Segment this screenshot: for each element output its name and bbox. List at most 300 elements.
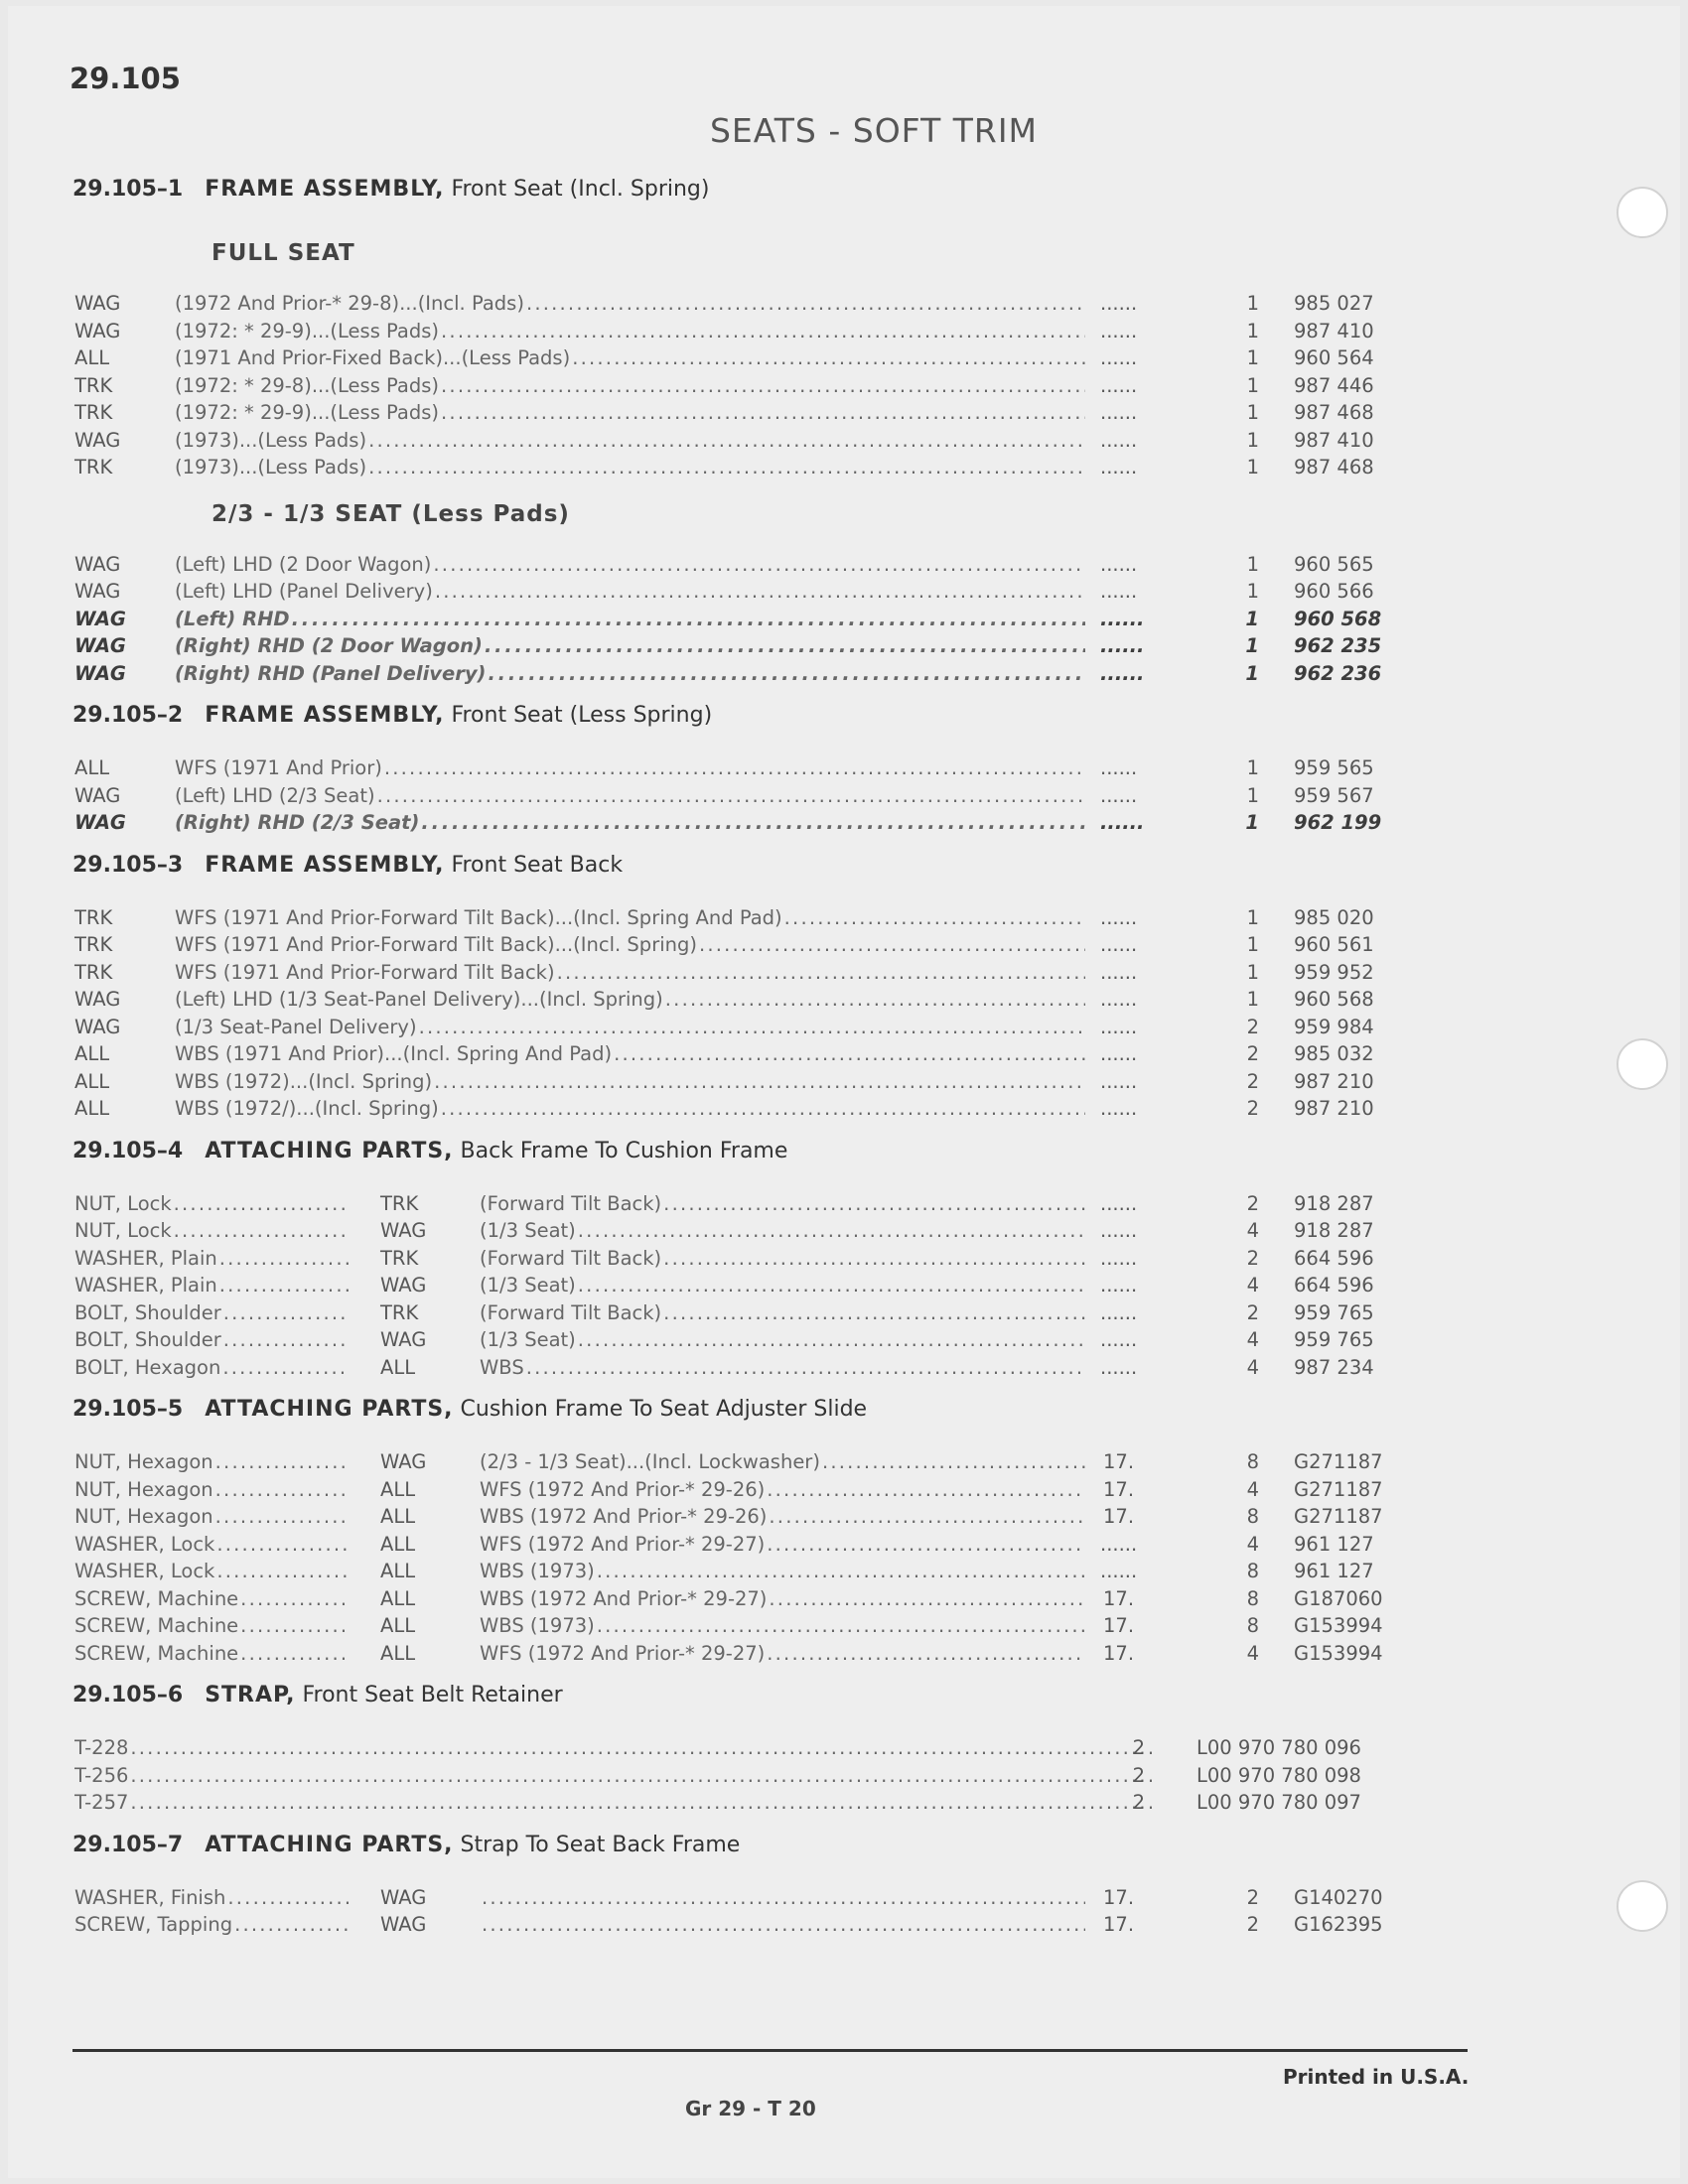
- part-number: 962 236: [1294, 661, 1382, 685]
- quantity: 1: [1246, 960, 1259, 984]
- application-code: WAG: [380, 1274, 427, 1297]
- section-heading: [72, 1833, 740, 1857]
- note: 17.: [1103, 1450, 1135, 1473]
- table-row: [72, 1217, 1403, 1245]
- section-number: 29.105–1: [72, 177, 184, 202]
- note: ......: [1100, 1219, 1138, 1242]
- subsection-title: FULL SEAT: [211, 240, 355, 266]
- quantity: 1: [1246, 933, 1259, 956]
- description-leader: [480, 1192, 1085, 1214]
- table-row: [72, 454, 1403, 481]
- description-leader: [175, 988, 1085, 1010]
- note: ......: [1100, 373, 1138, 397]
- note: ......: [1100, 580, 1138, 603]
- description: WFS (1971 And Prior-Forward Tilt Back)...(Incl. Spring): [175, 933, 697, 955]
- application-code: ALL: [74, 1069, 110, 1093]
- part-number: 987 468: [1294, 456, 1374, 478]
- description-leader: [480, 1219, 1085, 1241]
- part-name-leader: [74, 1247, 349, 1269]
- application-code: ALL: [380, 1477, 416, 1501]
- note: ......: [1100, 1246, 1138, 1270]
- application-code: WAG: [74, 988, 121, 1011]
- application-code: TRK: [74, 456, 113, 478]
- note: ......: [1100, 811, 1145, 834]
- part-name-leader: [74, 1274, 349, 1296]
- description: (1/3 Seat): [480, 1274, 576, 1296]
- part-name: NUT, Hexagon: [74, 1450, 213, 1472]
- part-name-leader: [74, 1614, 349, 1636]
- quantity: 4: [1246, 1477, 1259, 1501]
- description: WBS (1973): [480, 1614, 595, 1636]
- description: WBS: [480, 1355, 524, 1378]
- description: (Forward Tilt Back): [480, 1300, 662, 1323]
- description: (1/3 Seat-Panel Delivery): [175, 1015, 417, 1037]
- description: WBS (1972)...(Incl. Spring): [175, 1069, 433, 1092]
- application-code: ALL: [380, 1586, 416, 1610]
- quantity: 1: [1245, 811, 1259, 834]
- quantity: 8: [1246, 1505, 1259, 1528]
- subsection-header: [72, 228, 1403, 290]
- description-leader: [480, 1614, 1085, 1636]
- description: WFS (1972 And Prior-* 29-27): [480, 1532, 766, 1555]
- table-row: [72, 1884, 1403, 1912]
- part-number: 959 984: [1294, 1015, 1374, 1038]
- part-number: G271187: [1294, 1477, 1383, 1501]
- page-title: SEATS - SOFT TRIM: [709, 111, 1039, 150]
- description-leader: [175, 320, 1085, 341]
- section-header: [72, 1389, 1403, 1448]
- application-code: WAG: [380, 1885, 427, 1909]
- table-row: [72, 1558, 1403, 1585]
- note: ......: [1100, 960, 1138, 984]
- description: (1972: * 29-8)...(Less Pads): [175, 373, 440, 396]
- part-number: 987 234: [1294, 1355, 1374, 1379]
- section-heading: [72, 1683, 563, 1707]
- quantity: 8: [1246, 1560, 1259, 1582]
- description-leader: [175, 292, 1085, 314]
- note: ......: [1100, 1300, 1138, 1324]
- quantity: 1: [1246, 756, 1259, 779]
- section-number: 29.105–3: [72, 852, 184, 878]
- part-name: WASHER, Lock: [74, 1560, 215, 1581]
- note: ......: [1100, 607, 1145, 630]
- section-description: Back Frame To Cushion Frame: [460, 1138, 788, 1163]
- part-number: 959 765: [1294, 1328, 1374, 1351]
- description-leader: [480, 1642, 1085, 1664]
- application-code: WAG: [380, 1450, 427, 1473]
- quantity: 2: [1132, 1791, 1145, 1814]
- description-leader: [175, 933, 1085, 955]
- parts-rows: [72, 1884, 1403, 1939]
- section-name: FRAME ASSEMBLY,: [205, 177, 445, 202]
- description-leader: [480, 1886, 1085, 1908]
- application-code: ALL: [380, 1355, 416, 1379]
- note: ......: [1100, 756, 1138, 779]
- quantity: 2: [1246, 1191, 1259, 1215]
- part-name-leader: [74, 1505, 349, 1527]
- table-row: [72, 1585, 1403, 1613]
- application-code: WAG: [380, 1328, 427, 1351]
- binder-hole: [1617, 1038, 1668, 1090]
- quantity: 2: [1246, 1300, 1259, 1324]
- part-number: G140270: [1294, 1885, 1383, 1909]
- table-row: [72, 1762, 1403, 1790]
- part-number: 664 596: [1294, 1274, 1374, 1297]
- description: (1973)...(Less Pads): [175, 456, 367, 478]
- section-heading: [72, 703, 712, 728]
- table-row: [72, 809, 1403, 837]
- description: (Left) LHD (Panel Delivery): [175, 580, 433, 602]
- description-leader: [175, 1097, 1085, 1119]
- binder-hole: [1617, 187, 1668, 238]
- table-row: [72, 782, 1403, 810]
- note: ......: [1100, 1560, 1138, 1582]
- quantity: 1: [1246, 428, 1259, 452]
- note: ......: [1100, 1097, 1138, 1120]
- table-row: [72, 1190, 1403, 1218]
- table-row: [72, 372, 1403, 400]
- group-page-reference: Gr 29 - T 20: [685, 2097, 816, 2120]
- description-leader: [480, 1247, 1085, 1269]
- application-code: TRK: [74, 960, 113, 984]
- description-leader: [175, 608, 1085, 629]
- part-number: 918 287: [1294, 1219, 1374, 1242]
- part-name: WASHER, Finish: [74, 1885, 226, 1908]
- description: WBS (1972 And Prior-* 29-27): [480, 1586, 768, 1609]
- part-number: 987 410: [1294, 319, 1374, 342]
- printed-in-label: Printed in U.S.A.: [1283, 2065, 1470, 2089]
- note: ......: [1100, 634, 1145, 657]
- section-number: 29.105–4: [72, 1138, 184, 1163]
- section-number: 29.105–7: [72, 1832, 184, 1857]
- description-leader: [480, 1450, 1085, 1472]
- application-code: WAG: [74, 783, 121, 807]
- section-heading: [72, 177, 709, 202]
- part-name: SCREW, Tapping: [74, 1913, 233, 1935]
- application-code: WAG: [74, 552, 121, 576]
- quantity: 2: [1132, 1736, 1145, 1759]
- description: (1/3 Seat): [480, 1328, 576, 1350]
- part-number: 961 127: [1294, 1560, 1374, 1582]
- description-leader: [175, 784, 1085, 806]
- section-name: FRAME ASSEMBLY,: [205, 852, 445, 878]
- note: ......: [1100, 1015, 1138, 1038]
- part-name: NUT, Lock: [74, 1191, 172, 1214]
- application-code: TRK: [380, 1246, 419, 1270]
- part-number: 960 566: [1294, 580, 1374, 603]
- description-leader: [175, 456, 1085, 478]
- description-leader: [175, 374, 1085, 396]
- quantity: 2: [1246, 1042, 1259, 1065]
- application-code: WAG: [74, 319, 121, 342]
- quantity: 4: [1246, 1219, 1259, 1242]
- part-name-leader: [74, 1192, 349, 1214]
- part-name: WASHER, Plain: [74, 1246, 217, 1269]
- table-row: [72, 754, 1403, 782]
- quantity: 1: [1246, 988, 1259, 1011]
- section-header: [72, 845, 1403, 904]
- table-row: [72, 1040, 1403, 1068]
- part-number: 962 235: [1294, 634, 1382, 657]
- application-code: ALL: [74, 346, 110, 369]
- note: ......: [1100, 905, 1138, 929]
- part-name-leader: [74, 1587, 349, 1609]
- description-leader: [480, 1587, 1085, 1609]
- description: (2/3 - 1/3 Seat)...(Incl. Lockwasher): [480, 1450, 820, 1472]
- table-row: [72, 1095, 1403, 1123]
- parts-rows: [72, 1734, 1403, 1817]
- description: (1972 And Prior-* 29-8)...(Incl. Pads): [175, 292, 524, 314]
- table-row: [72, 1299, 1403, 1327]
- description: (1973)...(Less Pads): [175, 428, 367, 451]
- quantity: 1: [1246, 319, 1259, 342]
- part-name-leader: [74, 1642, 349, 1664]
- application-code: TRK: [380, 1191, 419, 1215]
- note: 17.: [1103, 1586, 1135, 1610]
- note: 17.: [1103, 1885, 1135, 1909]
- application-code: WAG: [74, 1015, 121, 1038]
- table-row: [72, 1503, 1403, 1531]
- description-leader: [480, 1533, 1085, 1555]
- note: ......: [1100, 1532, 1138, 1556]
- quantity: 1: [1246, 373, 1259, 397]
- quantity: 1: [1246, 346, 1259, 369]
- part-name: SCREW, Machine: [74, 1641, 239, 1664]
- quantity: 1: [1245, 607, 1259, 630]
- table-row: [72, 399, 1403, 427]
- quantity: 2: [1246, 1246, 1259, 1270]
- subsection-header: [72, 489, 1403, 551]
- part-name: WASHER, Plain: [74, 1274, 217, 1296]
- section-name: ATTACHING PARTS,: [205, 1138, 454, 1163]
- table-row: [72, 1734, 1403, 1762]
- part-number: G271187: [1294, 1505, 1383, 1528]
- section-description: Front Seat (Incl. Spring): [451, 177, 710, 202]
- description-leader: [480, 1356, 1085, 1378]
- note: 17.: [1103, 1505, 1135, 1528]
- part-number: L00 970 780 098: [1196, 1763, 1361, 1787]
- description: WBS (1972/)...(Incl. Spring): [175, 1097, 439, 1119]
- note: ......: [1100, 1069, 1138, 1093]
- strap-code: T-256: [74, 1763, 129, 1786]
- description: WBS (1973): [480, 1560, 595, 1581]
- part-number: 985 020: [1294, 905, 1374, 929]
- application-code: WAG: [74, 634, 126, 657]
- quantity: 8: [1246, 1450, 1259, 1473]
- description-leader: [175, 634, 1085, 656]
- table-row: [72, 578, 1403, 606]
- table-row: [72, 660, 1403, 688]
- quantity: 2: [1246, 1097, 1259, 1120]
- application-code: ALL: [74, 1097, 110, 1120]
- note: ......: [1100, 1191, 1138, 1215]
- section-header: [72, 169, 1403, 228]
- description-leader: [175, 1070, 1085, 1092]
- table-row: [72, 427, 1403, 455]
- parts-rows: [72, 290, 1403, 481]
- quantity: 2: [1132, 1763, 1145, 1787]
- table-row: [72, 1476, 1403, 1504]
- section-name: STRAP,: [205, 1683, 296, 1707]
- description: (Right) RHD (2 Door Wagon): [175, 634, 483, 656]
- quantity: 4: [1246, 1355, 1259, 1379]
- quantity: 2: [1246, 1069, 1259, 1093]
- description-leader: [175, 346, 1085, 368]
- section-heading: [72, 853, 623, 878]
- part-name: NUT, Hexagon: [74, 1477, 213, 1500]
- part-number: G153994: [1294, 1614, 1383, 1637]
- description: WBS (1971 And Prior)...(Incl. Spring And Pad): [175, 1042, 613, 1064]
- quantity: 4: [1246, 1532, 1259, 1556]
- table-row: [72, 1612, 1403, 1640]
- quantity: 1: [1245, 634, 1259, 657]
- part-number: G162395: [1294, 1913, 1383, 1936]
- note: ......: [1100, 1042, 1138, 1065]
- description: (Forward Tilt Back): [480, 1191, 662, 1214]
- table-row: [72, 1448, 1403, 1476]
- part-number: 960 568: [1294, 607, 1382, 630]
- part-name: BOLT, Hexagon: [74, 1355, 221, 1378]
- table-row: [72, 1789, 1403, 1817]
- part-name: BOLT, Shoulder: [74, 1328, 221, 1350]
- strap-code: T-228: [74, 1736, 129, 1758]
- description: [480, 1913, 482, 1935]
- application-code: WAG: [74, 661, 126, 685]
- quantity: 4: [1246, 1641, 1259, 1665]
- part-name-leader: [74, 1913, 349, 1935]
- strap-leader: [74, 1736, 1157, 1758]
- table-row: [72, 1911, 1403, 1939]
- part-name-leader: [74, 1560, 349, 1581]
- part-number: 987 210: [1294, 1069, 1374, 1093]
- table-row: [72, 931, 1403, 959]
- part-number: 987 410: [1294, 428, 1374, 452]
- description-leader: [175, 429, 1085, 451]
- description: (Left) RHD: [175, 607, 290, 629]
- parts-rows: [72, 904, 1403, 1123]
- application-code: WAG: [74, 580, 121, 603]
- section-name: ATTACHING PARTS,: [205, 1832, 454, 1857]
- part-number: 985 032: [1294, 1042, 1374, 1065]
- part-name: SCREW, Machine: [74, 1586, 239, 1609]
- binder-hole: [1617, 1880, 1668, 1932]
- part-name: NUT, Lock: [74, 1219, 172, 1241]
- page-number: 29.105: [70, 62, 181, 95]
- table-row: [72, 318, 1403, 345]
- quantity: 2: [1246, 1885, 1259, 1909]
- application-code: ALL: [380, 1505, 416, 1528]
- parts-rows: [72, 551, 1403, 688]
- note: ......: [1100, 1274, 1138, 1297]
- part-number: 960 565: [1294, 552, 1374, 576]
- table-row: [72, 1354, 1403, 1382]
- description: (1972: * 29-9)...(Less Pads): [175, 401, 440, 423]
- application-code: ALL: [74, 756, 110, 779]
- quantity: 2: [1246, 1913, 1259, 1936]
- part-name: WASHER, Lock: [74, 1532, 215, 1555]
- description: WFS (1972 And Prior-* 29-27): [480, 1641, 766, 1664]
- description-leader: [175, 811, 1085, 833]
- section-header: [72, 1825, 1403, 1884]
- table-row: [72, 606, 1403, 633]
- table-row: [72, 986, 1403, 1014]
- section-header: [72, 695, 1403, 754]
- note: 17.: [1103, 1913, 1135, 1936]
- strap-code: T-257: [74, 1791, 129, 1813]
- description: (Right) RHD (Panel Delivery): [175, 661, 487, 684]
- section-heading: [72, 1397, 867, 1422]
- part-name: SCREW, Machine: [74, 1614, 239, 1636]
- part-number: G187060: [1294, 1586, 1383, 1610]
- note: 17.: [1103, 1477, 1135, 1501]
- description: (1971 And Prior-Fixed Back)...(Less Pads): [175, 346, 571, 368]
- application-code: TRK: [74, 401, 113, 424]
- description-leader: [175, 1016, 1085, 1037]
- strap-leader: [74, 1791, 1157, 1813]
- part-number: 987 446: [1294, 373, 1374, 397]
- quantity: 4: [1246, 1274, 1259, 1297]
- part-number: 960 568: [1294, 988, 1374, 1011]
- note: ......: [1100, 661, 1145, 685]
- section-number: 29.105–5: [72, 1397, 184, 1422]
- note: ......: [1100, 401, 1138, 424]
- note: ......: [1100, 346, 1138, 369]
- part-number: 959 765: [1294, 1300, 1374, 1324]
- description-leader: [175, 961, 1085, 983]
- description-leader: [480, 1505, 1085, 1527]
- part-name-leader: [74, 1219, 349, 1241]
- note: ......: [1100, 988, 1138, 1011]
- description: (1972: * 29-9)...(Less Pads): [175, 319, 440, 341]
- part-name-leader: [74, 1886, 349, 1908]
- section-header: [72, 1131, 1403, 1190]
- part-number: 959 952: [1294, 960, 1374, 984]
- part-number: 918 287: [1294, 1191, 1374, 1215]
- part-number: 960 561: [1294, 933, 1374, 956]
- table-row: [72, 1326, 1403, 1354]
- part-number: 961 127: [1294, 1532, 1374, 1556]
- note: ......: [1100, 783, 1138, 807]
- quantity: 1: [1246, 580, 1259, 603]
- description-leader: [175, 553, 1085, 575]
- table-row: [72, 1014, 1403, 1041]
- table-row: [72, 551, 1403, 579]
- application-code: WAG: [74, 292, 121, 315]
- note: ......: [1100, 428, 1138, 452]
- application-code: ALL: [74, 1042, 110, 1065]
- table-row: [72, 344, 1403, 372]
- section-heading: [72, 1139, 787, 1163]
- description: (1/3 Seat): [480, 1219, 576, 1241]
- description: (Right) RHD (2/3 Seat): [175, 811, 420, 833]
- quantity: 2: [1246, 1015, 1259, 1038]
- part-number: G153994: [1294, 1641, 1383, 1665]
- table-row: [72, 1068, 1403, 1096]
- application-code: ALL: [380, 1614, 416, 1637]
- application-code: ALL: [380, 1641, 416, 1665]
- section-number: 29.105–6: [72, 1683, 184, 1707]
- application-code: ALL: [380, 1560, 416, 1582]
- application-code: WAG: [380, 1219, 427, 1242]
- part-number: 959 567: [1294, 783, 1374, 807]
- description: WBS (1972 And Prior-* 29-26): [480, 1505, 768, 1527]
- description-leader: [480, 1913, 1085, 1935]
- description: (Forward Tilt Back): [480, 1246, 662, 1269]
- part-number: 664 596: [1294, 1246, 1374, 1270]
- description-leader: [175, 1042, 1085, 1064]
- description: (Left) LHD (1/3 Seat-Panel Delivery)...(Incl. Spring): [175, 988, 663, 1010]
- application-code: ALL: [380, 1532, 416, 1556]
